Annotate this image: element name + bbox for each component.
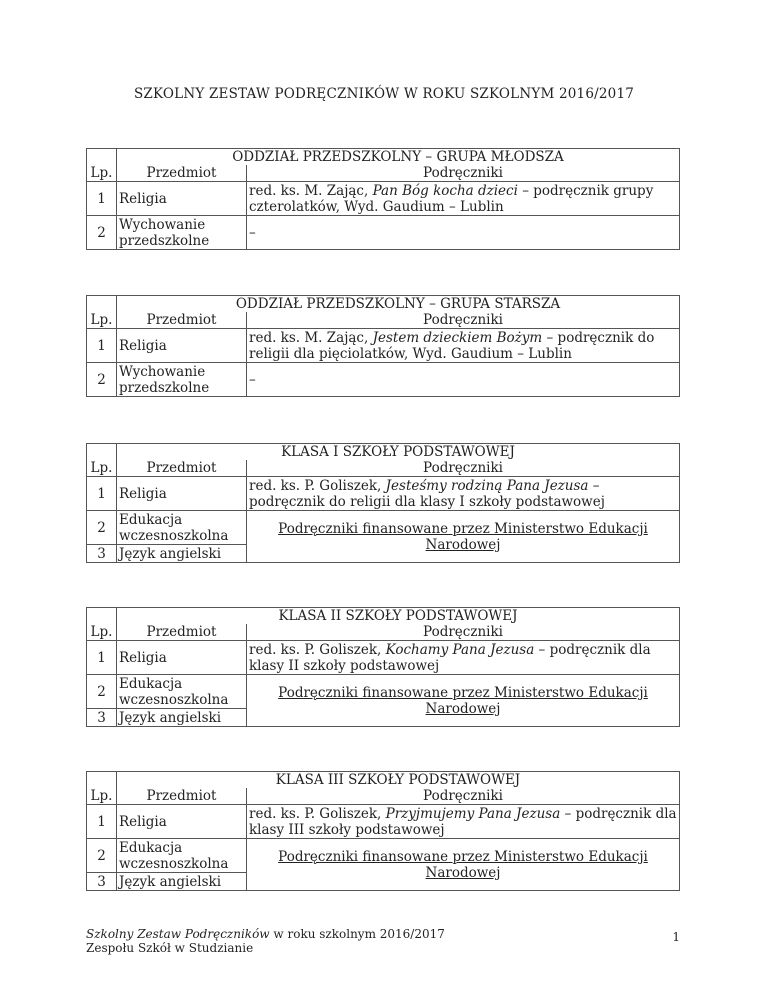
book-cell: –	[247, 216, 680, 250]
books-header: Podręczniki	[247, 460, 680, 477]
column-header-row	[87, 460, 680, 477]
subject-cell: Edukacja wczesnoszkolna	[117, 511, 247, 545]
section-heading: KLASA III SZKOŁY PODSTAWOWEJ	[117, 772, 680, 789]
book-cell	[247, 182, 680, 216]
section-heading: ODDZIAŁ PRZEDSZKOLNY – GRUPA STARSZA	[117, 296, 680, 313]
subject-cell: Wychowanie przedszkolne	[117, 363, 247, 397]
footer-title: Szkolny Zestaw Podręczników	[86, 927, 270, 941]
section-heading: KLASA II SZKOŁY PODSTAWOWEJ	[117, 608, 680, 625]
page-number: 1	[672, 930, 680, 944]
footer-year: w roku szkolnym 2016/2017	[269, 927, 445, 941]
book-title: Kochamy Pana Jezusa	[385, 641, 535, 658]
book-author: red. ks. P. Goliszek,	[249, 641, 386, 658]
section-table-class-1	[86, 443, 680, 563]
footer-line-2: Zespołu Szkół w Studzianie	[86, 941, 254, 955]
subject-cell: Religia	[117, 182, 247, 216]
subject-cell: Edukacja wczesnoszkolna	[117, 839, 247, 873]
subject-cell: Religia	[117, 805, 247, 839]
lp-header: Lp.	[87, 772, 117, 805]
subject-cell: Język angielski	[117, 709, 247, 727]
subject-header: Przedmiot	[117, 788, 247, 805]
book-details: – podręcznik do religii dla klasy I szkoły podstawowej	[249, 477, 605, 510]
table-row	[87, 839, 680, 873]
lp-cell: 2	[87, 363, 117, 397]
column-header-row	[87, 624, 680, 641]
document-title: SZKOLNY ZESTAW PODRĘCZNIKÓW W ROKU SZKOLNYM 2016/2017	[133, 86, 635, 102]
section-heading-row	[87, 296, 680, 313]
lp-header: Lp.	[87, 608, 117, 641]
table-row	[87, 641, 680, 675]
funded-note: Podręczniki finansowane przez Ministerstwo Edukacji Narodowej	[247, 511, 680, 563]
subject-cell: Edukacja wczesnoszkolna	[117, 675, 247, 709]
lp-cell: 2	[87, 839, 117, 873]
subject-header: Przedmiot	[117, 165, 247, 182]
section-heading: KLASA I SZKOŁY PODSTAWOWEJ	[117, 444, 680, 461]
book-title: Jesteśmy rodziną Pana Jezusa	[385, 477, 589, 494]
lp-header: Lp.	[87, 149, 117, 182]
page-footer	[86, 927, 445, 955]
books-header: Podręczniki	[247, 624, 680, 641]
table-row	[87, 805, 680, 839]
lp-cell: 3	[87, 709, 117, 727]
subject-header: Przedmiot	[117, 460, 247, 477]
section-table-preschool-younger	[86, 148, 680, 250]
book-details: – podręcznik dla klasy III szkoły podstawowej	[249, 805, 677, 838]
section-heading-row	[87, 772, 680, 789]
book-cell	[247, 329, 680, 363]
subject-cell: Język angielski	[117, 545, 247, 563]
section-heading-row	[87, 608, 680, 625]
book-title: Jestem dzieckiem Bożym	[372, 329, 543, 346]
section-heading-row	[87, 149, 680, 166]
funded-note: Podręczniki finansowane przez Ministerstwo Edukacji Narodowej	[247, 675, 680, 727]
table-row	[87, 363, 680, 397]
subject-cell: Wychowanie przedszkolne	[117, 216, 247, 250]
table-row	[87, 216, 680, 250]
book-details: – podręcznik do religii dla pięciolatków, Wyd. Gaudium – Lublin	[249, 329, 655, 362]
lp-header: Lp.	[87, 296, 117, 329]
section-table-class-2	[86, 607, 680, 727]
table-row	[87, 511, 680, 545]
subject-header: Przedmiot	[117, 312, 247, 329]
book-cell	[247, 477, 680, 511]
book-cell	[247, 641, 680, 675]
section-table-preschool-older	[86, 295, 680, 397]
book-details: – podręcznik dla klasy II szkoły podstawowej	[249, 641, 651, 674]
subject-cell: Religia	[117, 641, 247, 675]
books-header: Podręczniki	[247, 312, 680, 329]
books-header: Podręczniki	[247, 165, 680, 182]
lp-cell: 2	[87, 216, 117, 250]
book-author: red. ks. M. Zając,	[249, 182, 373, 199]
book-title: Pan Bóg kocha dzieci	[372, 182, 518, 199]
section-heading-row	[87, 444, 680, 461]
subject-cell: Religia	[117, 329, 247, 363]
lp-cell: 2	[87, 511, 117, 545]
lp-header: Lp.	[87, 444, 117, 477]
lp-cell: 1	[87, 182, 117, 216]
lp-cell: 1	[87, 477, 117, 511]
lp-cell: 2	[87, 675, 117, 709]
table-row	[87, 675, 680, 709]
book-details: – podręcznik grupy czterolatków, Wyd. Gaudium – Lublin	[249, 182, 654, 215]
column-header-row	[87, 165, 680, 182]
footer-line-1	[86, 927, 445, 941]
book-author: red. ks. M. Zając,	[249, 329, 373, 346]
book-cell	[247, 805, 680, 839]
lp-cell: 1	[87, 641, 117, 675]
section-table-class-3	[86, 771, 680, 891]
books-header: Podręczniki	[247, 788, 680, 805]
lp-cell: 1	[87, 805, 117, 839]
funded-note: Podręczniki finansowane przez Ministerstwo Edukacji Narodowej	[247, 839, 680, 891]
book-author: red. ks. P. Goliszek,	[249, 477, 386, 494]
book-cell: –	[247, 363, 680, 397]
subject-cell: Język angielski	[117, 873, 247, 891]
subject-header: Przedmiot	[117, 624, 247, 641]
section-heading: ODDZIAŁ PRZEDSZKOLNY – GRUPA MŁODSZA	[117, 149, 680, 166]
column-header-row	[87, 312, 680, 329]
table-row	[87, 182, 680, 216]
book-author: red. ks. P. Goliszek,	[249, 805, 386, 822]
lp-cell: 1	[87, 329, 117, 363]
lp-cell: 3	[87, 545, 117, 563]
subject-cell: Religia	[117, 477, 247, 511]
book-title: Przyjmujemy Pana Jezusa	[385, 805, 561, 822]
lp-cell: 3	[87, 873, 117, 891]
column-header-row	[87, 788, 680, 805]
table-row	[87, 329, 680, 363]
table-row	[87, 477, 680, 511]
